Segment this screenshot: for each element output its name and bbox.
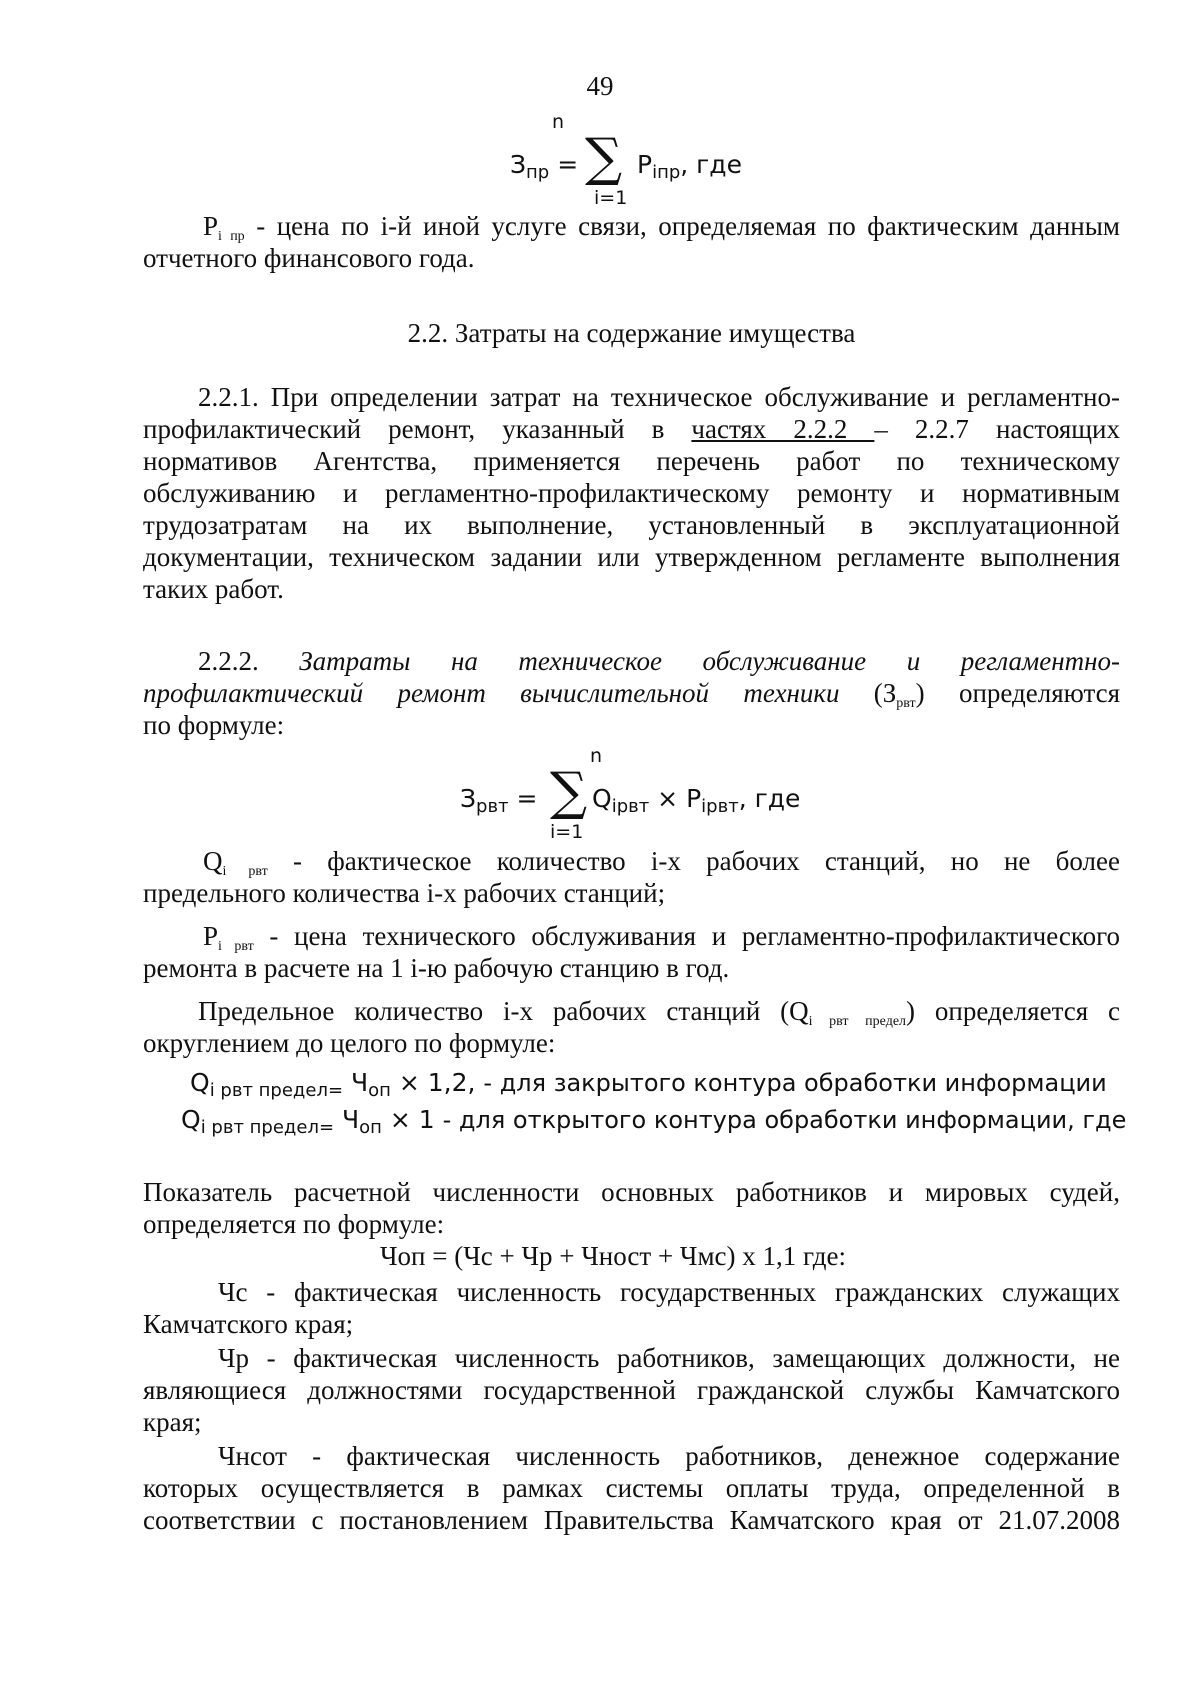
formula-2-tail: , где: [738, 784, 801, 813]
formula-4-ch-sub: оп: [359, 1117, 382, 1138]
definition-p-text: - цена технического обслуживания и регламентно-профилактического: [253, 921, 1120, 951]
formula-3-q: Q: [190, 1068, 210, 1097]
definition-chr-line-3: края;: [143, 1407, 202, 1437]
definition-q-i-rvt: [143, 845, 1120, 909]
formula-3-text: - для закрытого контура обработки информации: [483, 1069, 1107, 1097]
symbol-p: P: [203, 211, 219, 241]
definition-q-text: - фактическое количество i-х рабочих станций, но не более: [267, 846, 1120, 876]
formula-1-term-main: P: [637, 150, 653, 179]
definition-p-i-pr-line-1: [143, 210, 1120, 242]
paragraph-2-2-1-line-7: таких работ.: [143, 574, 284, 604]
formula-4-q-sub: i рвт предел=: [200, 1117, 335, 1138]
formula-5: Чоп = (Чс + Чр + Чност + Чмс) х 1,1 где:: [380, 1241, 846, 1271]
formula-1: [510, 148, 578, 190]
definition-chnsot-line-2: которых осуществляется в рамках системы оплаты труда, определенной в: [143, 1473, 1120, 1503]
definition-p-i-rvt: [143, 920, 1120, 984]
page-number: [0, 70, 1200, 102]
formula-1-term-sub: iпр: [652, 162, 681, 183]
formula-4: [181, 1104, 1126, 1144]
definition-p-line-1: [143, 920, 1120, 952]
formula-1-lhs: З: [510, 150, 527, 179]
formula-3-ch: Ч: [343, 1068, 369, 1097]
section-heading-2-2: 2.2. Затраты на содержание имущества: [407, 318, 856, 348]
symbol-q-sub: i рвт: [222, 864, 268, 879]
formula-1-upper-limit: n: [552, 111, 565, 133]
symbol-z-rvt-sub: рвт: [896, 696, 916, 711]
paragraph-pokazatel: [143, 1176, 1120, 1240]
formula-4-text: - для открытого контура обработки информации, где: [442, 1106, 1127, 1134]
paragraph-pokazatel-line-1: Показатель расчетной численности основных работников и мировых судей,: [143, 1177, 1120, 1207]
paragraph-2-2-1-line-2: [143, 413, 1120, 445]
definition-p-i-pr: [143, 210, 1120, 274]
formula-1-equals: =: [557, 150, 579, 179]
formula-2-p-sub: iрвт: [701, 796, 739, 817]
page-number-text: 49: [586, 71, 614, 101]
paragraph-2-2-2-line-2: [143, 677, 1120, 709]
formula-3-ch-sub: оп: [368, 1080, 391, 1101]
paragraph-predelnoe-text-a: Предельное количество i-х рабочих станций (Q: [198, 996, 809, 1026]
definition-q-line-2: предельного количества i-х рабочих станций;: [143, 878, 666, 908]
paragraph-2-2-2-italic-2: профилактический ремонт вычислительной техники: [143, 678, 840, 708]
formula-4-factor: × 1: [381, 1105, 443, 1134]
formula-2-equals: =: [516, 784, 538, 813]
paragraph-predelnoe-line-2: округлением до целого по формуле:: [143, 1028, 556, 1058]
formula-2-q: Q: [592, 784, 612, 813]
paragraph-predelnoe: [143, 995, 1120, 1059]
symbol-q: Q: [203, 846, 223, 876]
formula-2-lhs: [460, 782, 537, 824]
paragraph-2-2-2-number: 2.2.2.: [198, 646, 300, 676]
formula-1-lower-limit: i=1: [594, 187, 628, 209]
definition-chr-line-2: являющиеся должностями государственной гражданской службы Камчатского: [143, 1375, 1120, 1405]
paragraph-2-2-1-line-6: документации, техническом задании или утвержденном регламенте выполнения: [143, 542, 1120, 572]
paragraph-2-2-1-text-a: профилактический ремонт, указанный в: [143, 414, 692, 444]
formula-3-q-sub: i рвт предел=: [209, 1080, 344, 1101]
formula-2-term: [592, 782, 800, 824]
paragraph-2-2-2-line-1: [143, 645, 1120, 677]
formula-2-times: ×: [657, 784, 679, 813]
definition-p-i-pr-line-2: отчетного финансового года.: [143, 243, 475, 273]
paragraph-2-2-1-line-4: обслуживанию и регламентно-профилактическому ремонту и нормативным: [143, 478, 1120, 508]
symbol-q-predel-sub: i рвт предел: [808, 1014, 907, 1029]
formula-2-lhs-main: З: [460, 784, 477, 813]
formula-1-sum-sign: ∑: [585, 128, 623, 188]
definition-chnsot-line-1: Чнсот - фактическая численность работников, денежное содержание: [218, 1441, 1120, 1471]
paragraph-2-2-2-italic-1: Затраты на техническое обслуживание и регламентно-: [299, 646, 1120, 676]
paragraph-2-2-1-text-b: – 2.2.7 настоящих: [874, 414, 1120, 444]
formula-4-q: Q: [181, 1105, 201, 1134]
formula-3: [190, 1067, 1107, 1107]
formula-2-p: P: [686, 784, 702, 813]
formula-4-ch: Ч: [334, 1105, 360, 1134]
definition-chnsot: [143, 1440, 1120, 1536]
formula-2-upper-limit: n: [590, 745, 603, 767]
formula-1-tail: , где: [680, 150, 742, 179]
paragraph-predelnoe-text-b: ) определяется с: [906, 996, 1120, 1026]
link-parts-2-2-2[interactable]: частях 2.2.2: [691, 414, 875, 444]
paragraph-pokazatel-line-2: определяется по формуле:: [143, 1209, 445, 1239]
formula-1-term: [637, 148, 742, 190]
paragraph-2-2-2-tail: определяются: [958, 678, 1120, 708]
formula-2-lower-limit: i=1: [550, 821, 584, 843]
definition-chs: [143, 1276, 1120, 1340]
definition-chnsot-line-3: соответствии с постановлением Правительства Камчатского края от 21.07.2008: [143, 1505, 1120, 1535]
definition-chr-line-1: Чр - фактическая численность работников, замещающих должности, не: [218, 1343, 1120, 1373]
paragraph-predelnoe-line-1: [143, 995, 1120, 1027]
paragraph-2-2-1-line-1: 2.2.1. При определении затрат на техническое обслуживание и регламентно-: [198, 382, 1120, 412]
formula-2-sum-sign: ∑: [550, 762, 588, 822]
definition-chs-line-2: Камчатского края;: [143, 1309, 354, 1339]
symbol-p-rvt-sub: i рвт: [218, 939, 254, 954]
formula-2-lhs-sub: рвт: [476, 796, 509, 817]
definition-q-line-1: [143, 845, 1120, 877]
definition-text: - цена по i-й иной услуге связи, определяемая по фактическим данным: [244, 211, 1120, 241]
formula-2-q-sub: iрвт: [611, 796, 650, 817]
formula-1-lhs-sub: пр: [526, 162, 550, 183]
definition-p-line-2: ремонта в расчете на 1 i-ю рабочую станцию в год.: [143, 953, 730, 983]
paragraph-2-2-1-line-5: трудозатратам на их выполнение, установленный в эксплуатационной: [143, 510, 1120, 540]
paragraph-2-2-2: [143, 645, 1120, 741]
symbol-z-rvt-close: ): [915, 678, 925, 708]
symbol-z-rvt: (З: [839, 678, 897, 708]
definition-chs-line-1: Чс - фактическая численность государственных гражданских служащих: [218, 1277, 1120, 1307]
formula-3-factor: × 1,2,: [390, 1068, 484, 1097]
definition-chr: [143, 1342, 1120, 1438]
symbol-p-sub: i пр: [218, 229, 245, 244]
paragraph-2-2-1: [143, 381, 1120, 605]
symbol-p-rvt: P: [203, 921, 219, 951]
paragraph-2-2-2-line-3: по формуле:: [143, 710, 285, 740]
paragraph-2-2-1-line-3: нормативов Агентства, применяется перечень работ по техническому: [143, 446, 1120, 476]
